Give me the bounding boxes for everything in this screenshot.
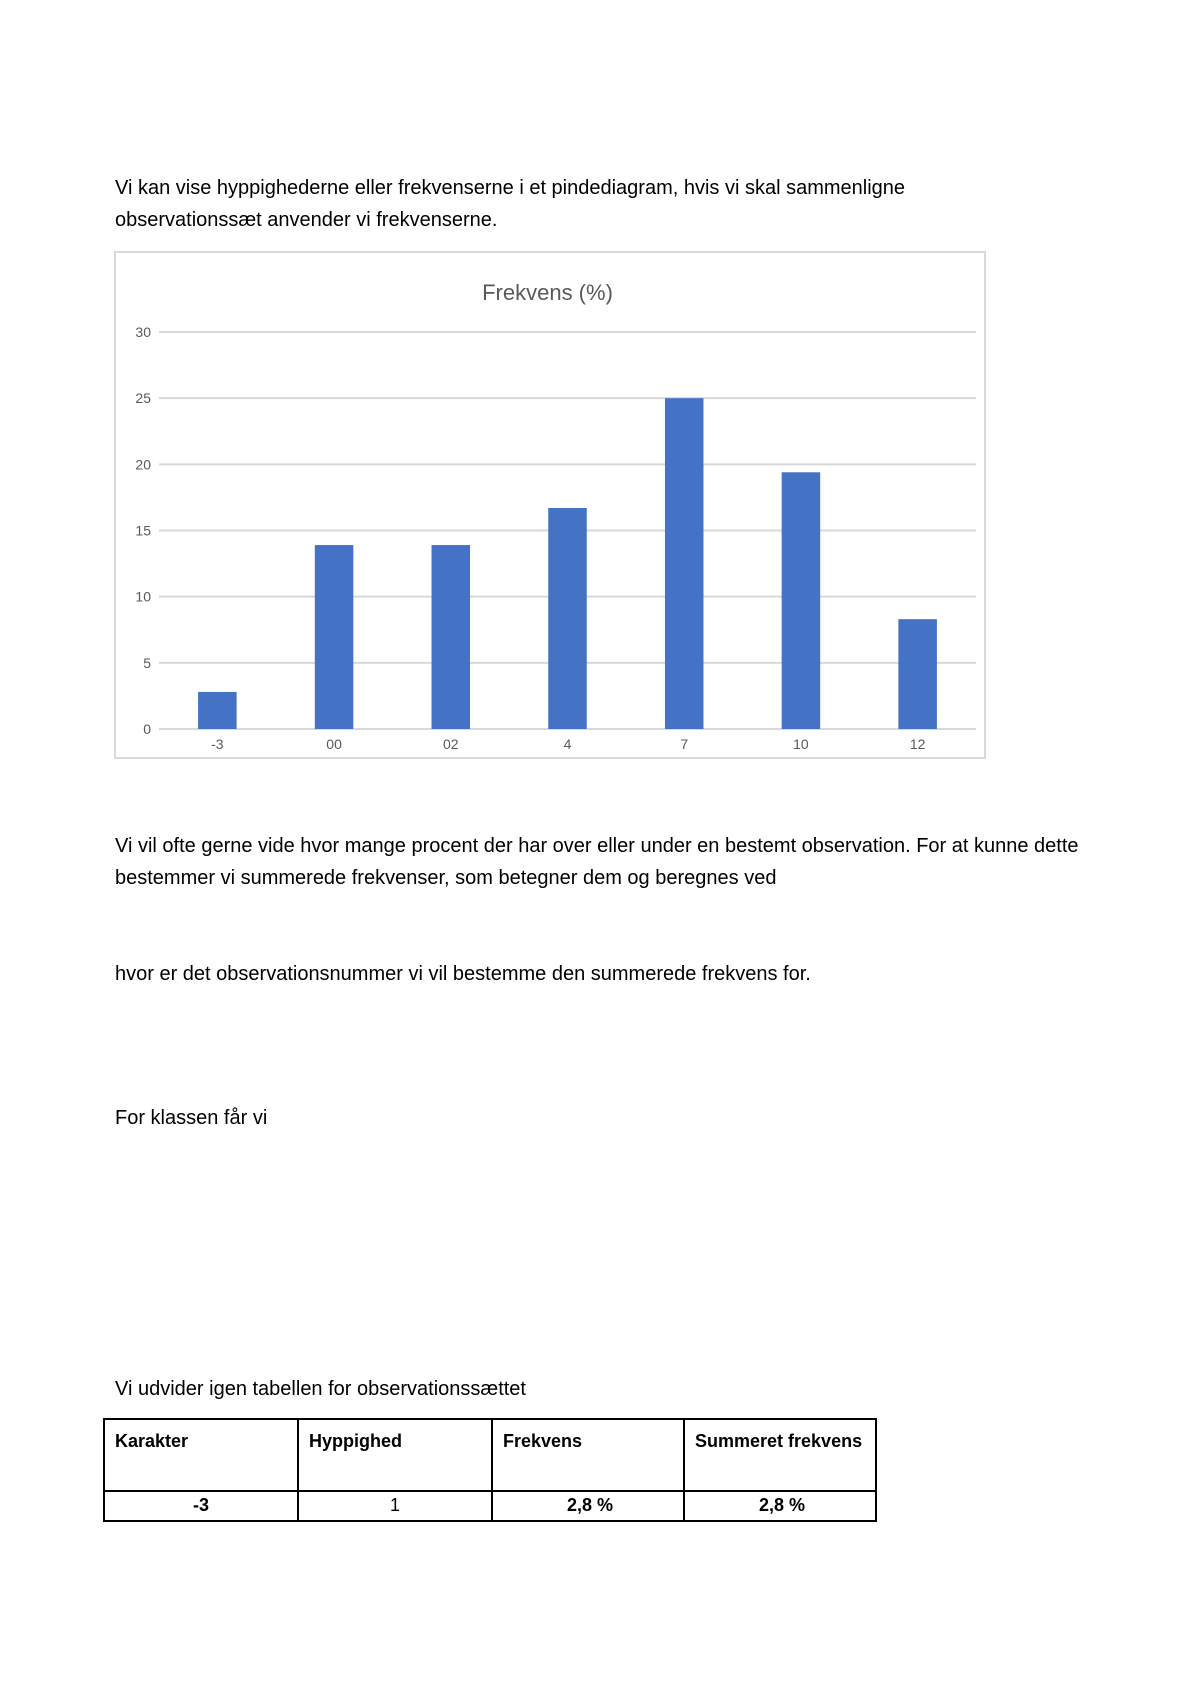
bar xyxy=(548,508,587,729)
bar xyxy=(665,398,704,729)
header-summeret-frekvens: Summeret frekvens xyxy=(684,1419,876,1491)
bar xyxy=(198,692,237,729)
class-paragraph: For klassen får vi xyxy=(115,1107,268,1129)
y-tick-label: 25 xyxy=(135,390,151,407)
observation-number-paragraph: hvor er det observationsnummer vi vil bestemme den summerede frekvens for. xyxy=(115,963,811,985)
x-tick-label: 10 xyxy=(793,736,809,752)
y-tick-label: 10 xyxy=(135,588,151,605)
x-tick-label: 12 xyxy=(909,736,926,752)
cell-hyppighed: 1 xyxy=(298,1491,492,1521)
chart-canvas xyxy=(116,253,984,757)
x-tick-label: 7 xyxy=(680,736,689,752)
x-tick-label: 02 xyxy=(442,736,459,752)
x-tick-label: 00 xyxy=(326,736,342,752)
table-row xyxy=(104,1491,876,1521)
cell-karakter: -3 xyxy=(104,1491,298,1521)
intro-paragraph: Vi kan vise hyppighederne eller frekvenserne i et pindediagram, hvis vi skal sammenligne observationssæt anvender vi frekvenserne. xyxy=(115,177,906,231)
header-hyppighed: Hyppighed xyxy=(298,1419,492,1491)
extend-table-paragraph: Vi udvider igen tabellen for observationssættet xyxy=(115,1378,526,1400)
x-tick-label: -3 xyxy=(211,736,224,752)
bar xyxy=(432,545,471,729)
chart-title: Frekvens (%) xyxy=(482,280,613,305)
bar xyxy=(315,545,354,729)
y-tick-label: 0 xyxy=(143,721,151,737)
observation-table xyxy=(103,1418,877,1522)
y-tick-label: 15 xyxy=(135,522,151,539)
table-header-row xyxy=(104,1419,876,1491)
frequency-bar-chart xyxy=(114,251,986,759)
header-karakter: Karakter xyxy=(104,1419,298,1491)
cell-summeret-frekvens: 2,8 % xyxy=(684,1491,876,1521)
y-tick-label: 30 xyxy=(135,324,151,340)
y-tick-label: 20 xyxy=(135,456,151,473)
header-frekvens: Frekvens xyxy=(492,1419,684,1491)
cell-frekvens: 2,8 % xyxy=(492,1491,684,1521)
y-tick-label: 5 xyxy=(143,654,151,671)
bar xyxy=(782,472,821,729)
summed-frequency-paragraph: Vi vil ofte gerne vide hvor mange procent der har over eller under en bestemt observation. For at kunne dette bestemmer vi summerede frekvenser, som betegner dem og beregnes ved xyxy=(115,835,1079,889)
bar xyxy=(898,619,937,729)
x-tick-label: 4 xyxy=(563,736,572,752)
